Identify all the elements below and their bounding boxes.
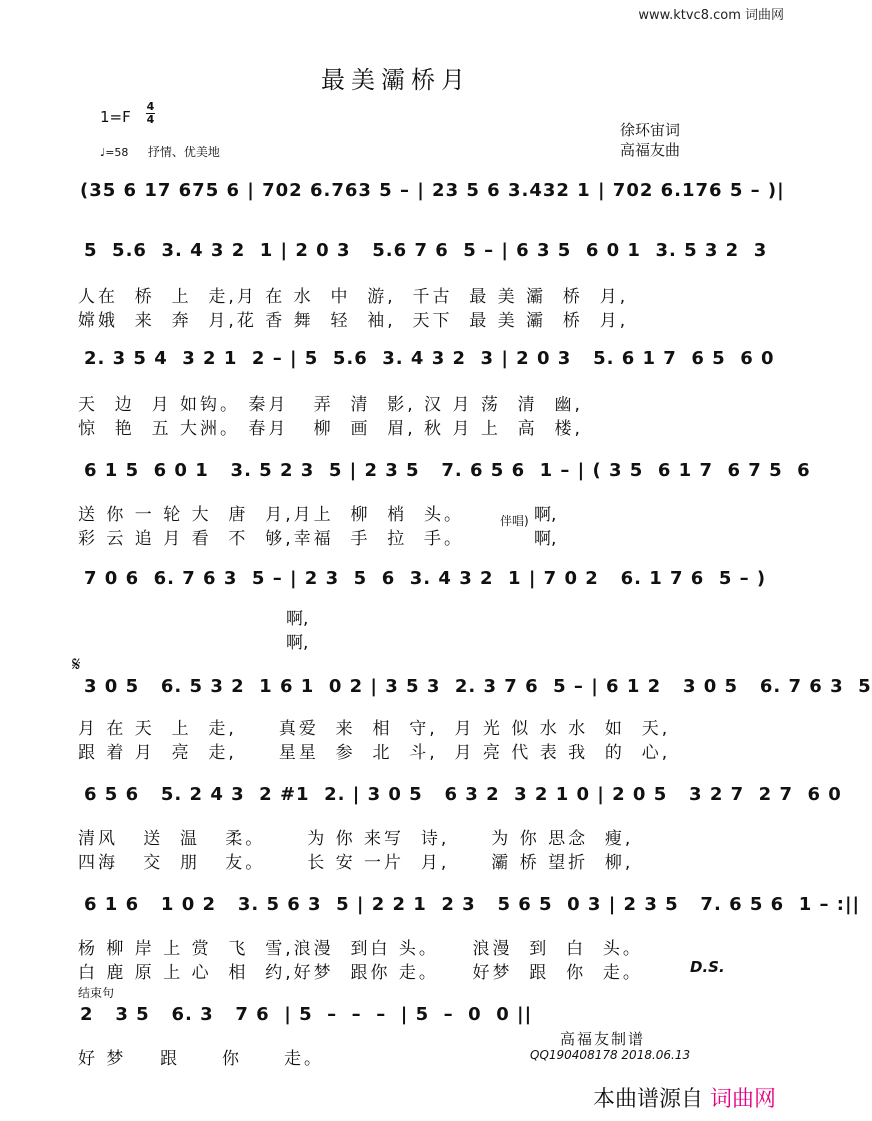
- source-prefix: 本曲谱源自: [592, 1087, 703, 1112]
- row-4-lyric-verse-1: 送 你 一 轮 大 唐 月,月上 柳 梢 头。: [78, 505, 465, 525]
- score-row-6-notes: 3 0 5 6. 5 3 2 1 6 1 0 2 | 3 5 3 2. 3 7 6 5 – | 6 1 2 3 0 5 6. 7 6 3 5: [84, 676, 872, 697]
- row-5-lyric-verse-2: 啊,: [286, 633, 309, 653]
- lyricist: 徐环宙词: [620, 121, 681, 139]
- meter-top: 4: [146, 100, 155, 113]
- row-2-lyric-verse-1: 人在 桥 上 走,月 在 水 中 游, 千古 最 美 灞 桥 月,: [78, 287, 629, 307]
- key-signature: 1=F: [100, 108, 131, 126]
- row-7-lyric-verse-1: 清风 送 温 柔。 为 你 来写 诗, 为 你 思念 瘦,: [78, 829, 634, 849]
- row-4-aside-verse-1: 啊,: [534, 505, 557, 525]
- dal-segno-marking: D.S.: [690, 958, 725, 976]
- row-6-lyric-verse-2: 跟 着 月 亮 走, 星星 参 北 斗, 月 亮 代 表 我 的 心,: [78, 743, 671, 763]
- score-row-4-notes: 6 1 5 6 0 1 3. 5 2 3 5 | 2 3 5 7. 6 5 6 1 – | ( 3 5 6 1 7 6 7 5 6: [84, 460, 811, 481]
- row-3-lyric-verse-1: 天 边 月 如钩。 秦月 弄 清 影, 汉 月 荡 清 幽,: [78, 395, 583, 415]
- score-row-3-notes: 2. 3 5 4 3 2 1 2 – | 5 5.6 3. 4 3 2 3 | 2 0 3 5. 6 1 7 6 5 6 0: [84, 348, 775, 369]
- row-2-lyric-verse-2: 嫦娥 来 奔 月,花 香 舞 轻 袖, 天下 最 美 灞 桥 月,: [78, 311, 629, 331]
- score-row-7-notes: 6 5 6 5. 2 4 3 2 #1 2. | 3 0 5 6 3 2 3 2 1 0 | 2 0 5 3 2 7 2 7 6 0: [84, 784, 842, 805]
- row-5-lyric-verse-1: 啊,: [286, 609, 309, 629]
- page-title: 最美灞桥月: [321, 66, 471, 94]
- row-4-aside-verse-2: 啊,: [534, 529, 557, 549]
- ending-label: 结束句: [78, 986, 115, 1000]
- score-row-5-notes: 7 0 6 6. 7 6 3 5 – | 2 3 5 6 3. 4 3 2 1 | 7 0 2 6. 1 7 6 5 – ): [84, 568, 767, 589]
- score-row-1-notes: (35 6 17 675 6 | 702 6.763 5 – | 23 5 6 3.432 1 | 702 6.176 5 – )|: [80, 180, 785, 201]
- score-row-9-notes: 2 3 5 6. 3 7 6 | 5 – – – | 5 – 0 0 ||: [80, 1004, 533, 1025]
- source-footer: [593, 1082, 776, 1113]
- arranger-credit: 高福友制谱: [560, 1030, 646, 1048]
- row-6-lyric-verse-1: 月 在 天 上 走, 真爱 来 相 守, 月 光 似 水 水 如 天,: [78, 719, 671, 739]
- source-brand: 词曲网: [709, 1087, 776, 1112]
- meter-bottom: 4: [146, 113, 155, 126]
- tempo-style: 抒情、优美地: [147, 145, 220, 159]
- tempo-value: ♩=58: [100, 146, 129, 159]
- row-8-lyric-verse-2: 白 鹿 原 上 心 相 约,好梦 跟你 走。 好梦 跟 你 走。: [78, 963, 643, 983]
- row-4-lyric-verse-2: 彩 云 追 月 看 不 够,幸福 手 拉 手。: [78, 529, 465, 549]
- row-3-lyric-verse-2: 惊 艳 五 大洲。 春月 柳 画 眉, 秋 月 上 高 楼,: [78, 419, 583, 439]
- score-row-8-notes: 6 1 6 1 0 2 3. 5 6 3 5 | 2 2 1 2 3 5 6 5 0 3 | 2 3 5 7. 6 5 6 1 – :||: [84, 894, 861, 915]
- credits: [620, 120, 680, 160]
- time-signature: [146, 101, 155, 126]
- score-row-2-notes: 5 5.6 3. 4 3 2 1 | 2 0 3 5.6 7 6 5 – | 6 3 5 6 0 1 3. 5 3 2 3: [84, 240, 768, 261]
- accompaniment-label: 伴唱): [500, 514, 529, 528]
- arranger-contact-date: QQ190408178 2018.06.13: [530, 1048, 691, 1062]
- row-8-lyric-verse-1: 杨 柳 岸 上 赏 飞 雪,浪漫 到白 头。 浪漫 到 白 头。: [78, 939, 643, 959]
- row-9-lyric: 好 梦 跟 你 走。: [78, 1049, 325, 1069]
- tempo-marking: [100, 143, 220, 160]
- composer: 高福友曲: [620, 141, 681, 159]
- segno-sign: 𝄋: [72, 652, 81, 676]
- site-watermark: www.ktvc8.com 词曲网: [638, 8, 784, 23]
- row-7-lyric-verse-2: 四海 交 朋 友。 长 安 一片 月, 灞 桥 望折 柳,: [78, 853, 634, 873]
